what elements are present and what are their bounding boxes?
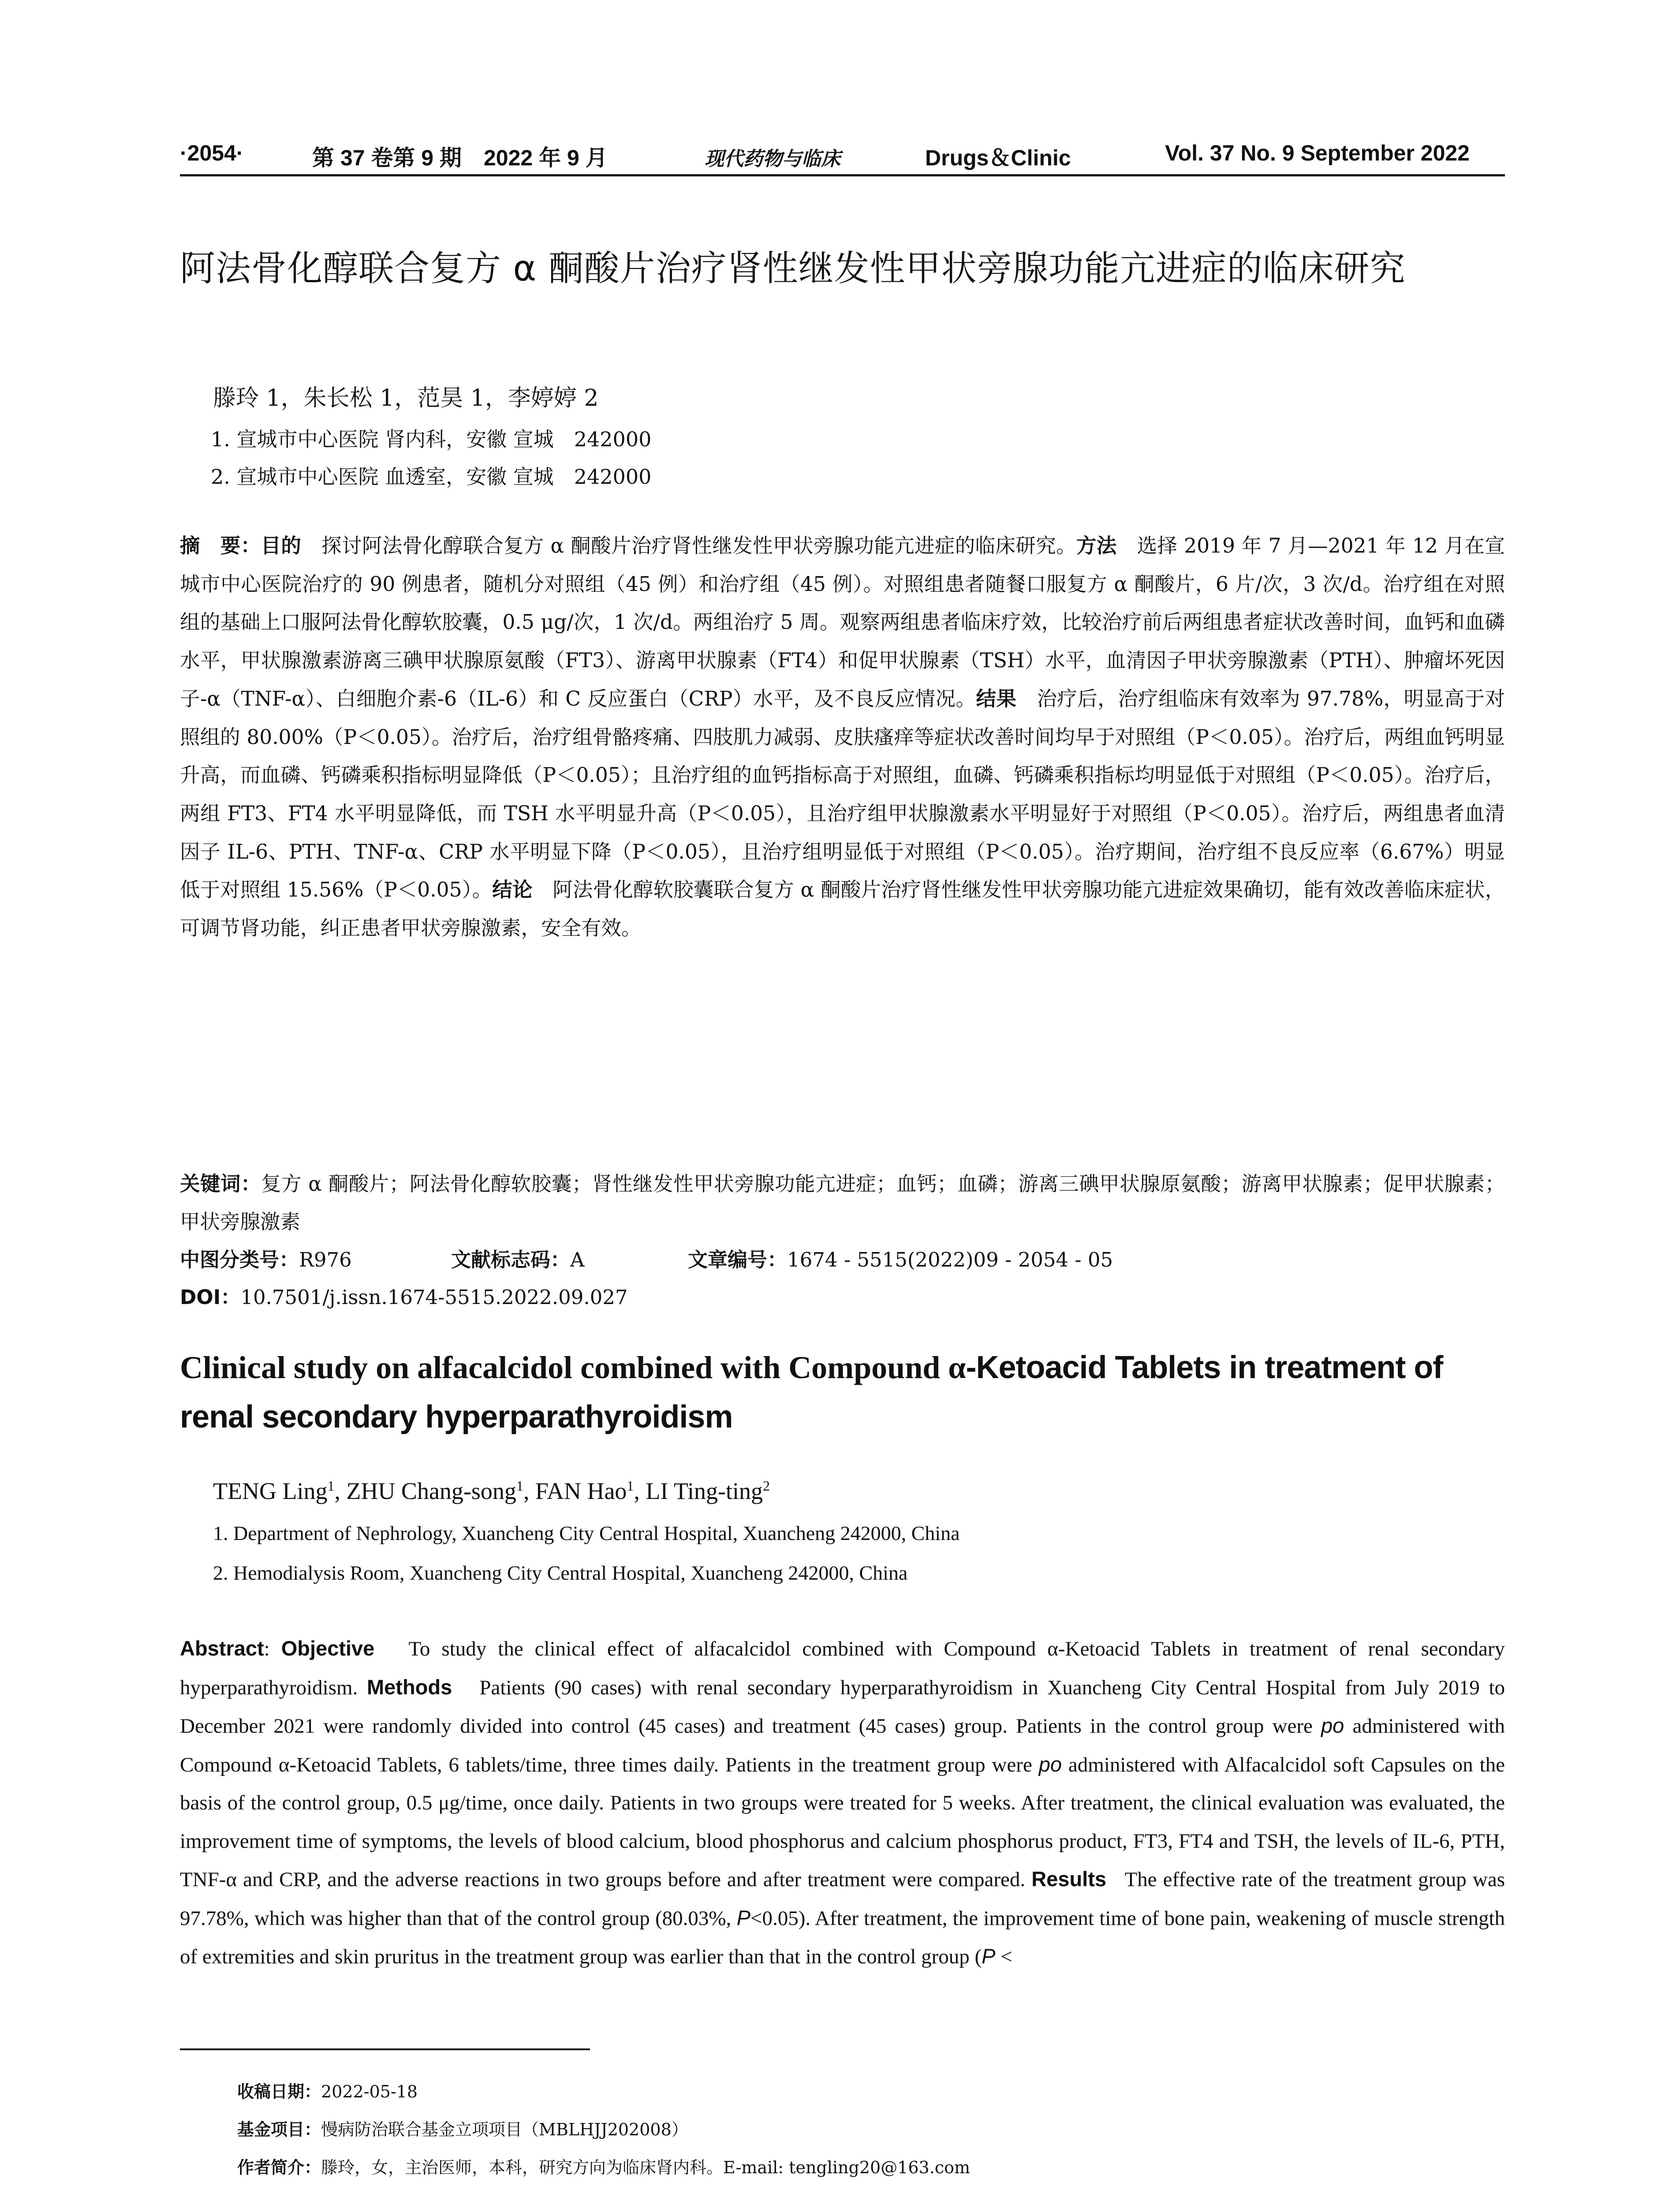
conclusion-cn: 阿法骨化醇软胶囊联合复方 α 酮酸片治疗肾性继发性甲状旁腺功能亢进症效果确切，能有效改善临床症状，可调节肾功能，纠正患者甲状旁腺激素，安全有效。	[180, 878, 1505, 940]
title-en	[180, 1343, 1505, 1442]
abstract-en: Abstract: Objective To study the clinical effect of alfacalcidol combined with Compound α-Ketoacid Tablets in treatment of renal secondary hyperparathyroidism. Methods Patients (90 cases) with renal secondary hyperparathyroidism in Xuancheng City Central Hospital from July 2019 to December 2021 were randomly divided into control (45 cases) and treatment (45 cases) group. Patients in the control group were po administered with Compound α-Ketoacid Tablets, 6 tablets/time, three times daily. Patients in the treatment group were po administered with Alfacalcidol soft Capsules on the basis of the control group, 0.5 μg/time, once daily. Patients in two groups were treated for 5 weeks. After treatment, the clinical evaluation was evaluated, the improvement time of symptoms, the levels of blood calcium, blood phosphorus and calcium phosphorus product, FT3, FT4 and TSH, the levels of IL-6, PTH, TNF-α and CRP, and the adverse reactions in two groups before and after treatment were compared. Results The effective rate of the treatment group was 97.78%, which was higher than that of the control group (80.03%, P<0.05). After treatment, the improvement time of bone pain, weakening of muscle strength of extremities and skin pruritus in the treatment group was earlier than that in the control group (P <	[180, 1637, 1505, 1968]
footnote-received: 收稿日期：2022-05-18	[237, 2082, 418, 2101]
objective-cn: 探讨阿法骨化醇联合复方 α 酮酸片治疗肾性继发性甲状旁腺功能亢进症的临床研究。	[321, 534, 1076, 557]
keywords-cn	[180, 1165, 1505, 1241]
volume-info: Vol. 37 No. 9 September 2022	[1165, 141, 1470, 165]
title-en-part2: -Ketoacid Tablets in treatment of renal secondary hyperparathyroidism	[180, 1350, 1443, 1435]
issue-info: 第 37 卷第 9 期 2022 年 9 月	[312, 146, 608, 170]
doc-code-value: A	[570, 1248, 585, 1271]
doi-label: DOI：	[180, 1286, 241, 1309]
affiliation-en-2: 2. Hemodialysis Room, Xuancheng City Central Hospital, Xuancheng 242000, China	[213, 1562, 908, 1584]
results-label-cn: 结果	[976, 687, 1017, 710]
footnotes	[237, 2073, 970, 2186]
title-en-part1: Clinical study on alfacalcidol combined with Compound α	[180, 1350, 966, 1385]
objective-en: To study the clinical effect of alfacalcidol combined with Compound α-Ketoacid Tablets in treatment of renal secondary hyperparathyroidism.	[180, 1637, 1505, 1699]
abstract-label-cn: 摘 要：	[180, 534, 261, 557]
keywords-label-cn: 关键词：	[180, 1172, 261, 1196]
article-number-value: 1674 - 5515(2022)09 - 2054 - 05	[787, 1248, 1113, 1271]
doc-code-label: 文献标志码：	[451, 1248, 571, 1271]
authors-cn: 滕玲 1，朱长松 1，范昊 1，李婷婷 2	[213, 385, 599, 411]
author-en-4: LI Ting-ting	[646, 1478, 763, 1504]
abstract-label-en: Abstract	[180, 1637, 264, 1660]
p-italic-1: P	[736, 1906, 750, 1929]
results-en-b: <0.05). After treatment, the improvement time of bone pain, weakening of muscle strength of extremities and skin pruritus in the treatment group was earlier than that in the control group (	[180, 1906, 1505, 1968]
affiliation-cn-2: 2. 宣城市中心医院 血透室，安徽 宣城 242000	[211, 465, 652, 489]
running-header	[180, 132, 1505, 176]
author-en-1: TENG Ling	[213, 1478, 328, 1504]
doi-value: 10.7501/j.issn.1674-5515.2022.09.027	[240, 1286, 628, 1309]
author-en-3: FAN Hao	[535, 1478, 627, 1504]
authors-en: TENG Ling$^1$, ZHU Chang-song$^1$, FAN Hao$^1$, LI Ting-ting$^2$	[213, 1478, 770, 1504]
footnote-fund: 基金项目：慢病防治联合基金立项项目（MBLHJJ202008）	[237, 2120, 688, 2139]
results-label-en: Results	[1031, 1867, 1106, 1891]
abstract-cn	[180, 527, 1505, 948]
methods-cn: 选择 2019 年 7 月—2021 年 12 月在宣城市中心医院治疗的 90 例患者，随机分对照组（45 例）和治疗组（45 例）。对照组患者随餐口服复方 α 酮酸片，6 片/次，3 次/d。治疗组在对照组的基础上口服阿法骨化醇软胶囊，0.5 μg/次，1 次/d。两组治疗 5 周。观察两组患者临床疗效，比较治疗前后两组患者症状改善时间，血钙和血磷水平，甲状腺激素游离三碘甲状腺原氨酸（FT3）、游离甲状腺素（FT4）和促甲状腺素（TSH）水平，血清因子甲状旁腺激素（PTH）、肿瘤坏死因子-α（TNF-α）、白细胞介素-6（IL-6）和 C 反应蛋白（CRP）水平，及不良反应情况。	[180, 534, 1505, 710]
journal-name-en: Drugs＆Clinic	[925, 146, 1071, 170]
objective-label-en: Objective	[281, 1637, 375, 1660]
results-en-c: <	[995, 1945, 1012, 1968]
po-italic-2: po	[1038, 1752, 1062, 1776]
methods-label-en: Methods	[367, 1675, 452, 1699]
results-cn: 治疗后，治疗组临床有效率为 97.78%，明显高于对照组的 80.00%（P＜0.05）。治疗后，治疗组骨骼疼痛、四肢肌力减弱、皮肤瘙痒等症状改善时间均早于对照组（P＜0.05）。治疗后，两组血钙明显升高，而血磷、钙磷乘积指标明显降低（P＜0.05）；且治疗组的血钙指标高于对照组，血磷、钙磷乘积指标均明显低于对照组（P＜0.05）。治疗后，两组 FT3、FT4 水平明显降低，而 TSH 水平明显升高（P＜0.05），且治疗组甲状腺激素水平明显好于对照组（P＜0.05）。治疗后，两组患者血清因子 IL-6、PTH、TNF-α、CRP 水平明显下降（P＜0.05），且治疗组明显低于对照组（P＜0.05）。治疗期间，治疗组不良反应率（6.67%）明显低于对照组 15.56%（P＜0.05）。	[180, 687, 1505, 902]
clc-value: R976	[299, 1248, 352, 1271]
conclusion-label-cn: 结论	[492, 878, 533, 902]
journal-name-cn: 现代药物与临床	[705, 148, 840, 170]
page-number: ·2054·	[180, 141, 244, 165]
methods-en-c: administered with Alfacalcidol soft Capsules on the basis of the control group, 0.5 μg/time, once daily. Patients in two groups were treated for 5 weeks. After treatment, the clinical evaluation was evaluated, the improvement time of symptoms, the levels of blood calcium, blood phosphorus and calcium phosphorus product, FT3, FT4 and TSH, the levels of IL-6, PTH, TNF-α and CRP, and the adverse reactions in two groups before and after treatment were compared.	[180, 1753, 1505, 1891]
methods-en-a: Patients (90 cases) with renal secondary hyperparathyroidism in Xuancheng City Central Hospital from July 2019 to December 2021 were randomly divided into control (45 cases) and treatment (45 cases) group. Patients in the control group were	[180, 1676, 1505, 1738]
footnote-author-bio: 作者简介：滕玲，女，主治医师，本科，研究方向为临床肾内科。E-mail: tengling20@163.com	[237, 2158, 970, 2177]
keywords-text-cn: 复方 α 酮酸片；阿法骨化醇软胶囊；肾性继发性甲状旁腺功能亢进症；血钙；血磷；游离三碘甲状腺原氨酸；游离甲状腺素；促甲状腺素；甲状旁腺激素	[180, 1172, 1505, 1233]
title-cn: 阿法骨化醇联合复方 α 酮酸片治疗肾性继发性甲状旁腺功能亢进症的临床研究	[180, 248, 1406, 289]
clc-label: 中图分类号：	[180, 1248, 299, 1271]
po-italic-1: po	[1321, 1714, 1344, 1737]
footnote-divider	[180, 2048, 590, 2050]
article-number-label: 文章编号：	[688, 1248, 788, 1271]
affiliation-cn-1: 1. 宣城市中心医院 肾内科，安徽 宣城 242000	[211, 427, 652, 451]
doi-line	[180, 1281, 628, 1310]
results-en-a: The effective rate of the treatment group was 97.78%, which was higher than that of the control group (80.03%,	[180, 1868, 1505, 1930]
author-en-2: ZHU Chang-song	[346, 1478, 516, 1504]
methods-en-b: administered with Compound α-Ketoacid Tablets, 6 tablets/time, three times daily. Patients in the treatment group were	[180, 1715, 1505, 1776]
affiliation-en-1: 1. Department of Nephrology, Xuancheng City Central Hospital, Xuancheng 242000, China	[213, 1522, 960, 1544]
p-italic-2: P	[982, 1944, 996, 1968]
methods-label-cn: 方法	[1076, 534, 1117, 557]
objective-label-cn: 目的	[261, 534, 302, 557]
